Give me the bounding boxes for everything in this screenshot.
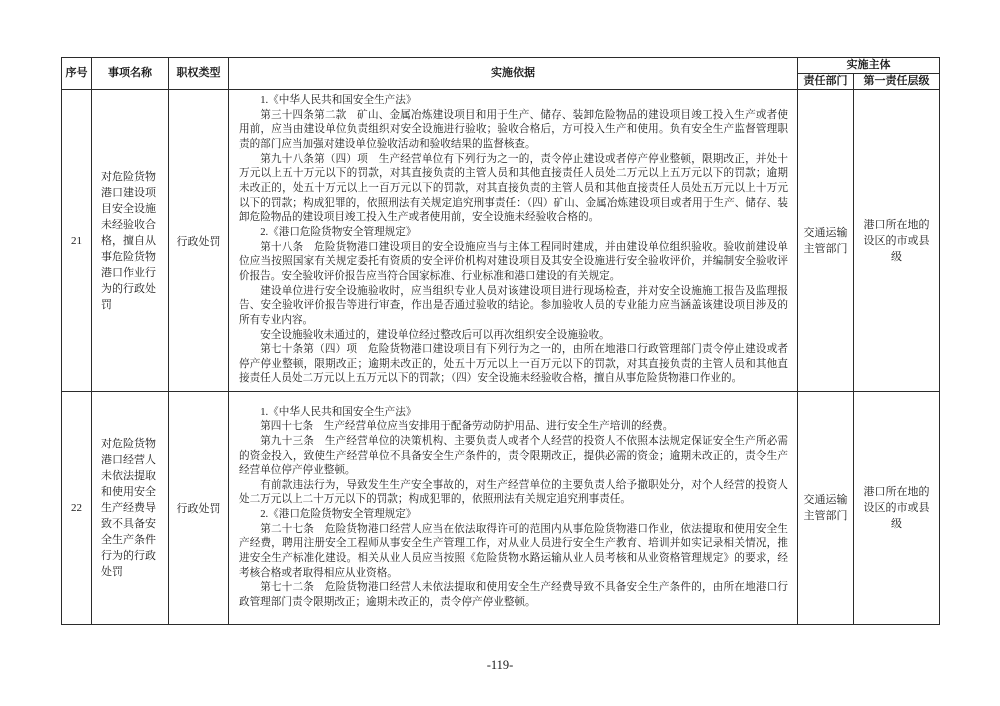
basis-paragraph: 有前款违法行为，导致发生生产安全事故的，对生产经营单位的主要负责人给予撤职处分，对个人经营的投资人处二万元以上二十万元以下的罚款；构成犯罪的，依照刑法有关规定追究刑事责任。 — [239, 479, 788, 506]
basis-paragraph: 1.《中华人民共和国安全生产法》 — [260, 95, 417, 106]
item-name-cell: 对危险货物港口经营人未依法提取和使用安全生产经费导致不具备安全生产条件行为的行政处罚 — [92, 392, 169, 625]
header-authority-type: 职权类型 — [169, 58, 229, 90]
basis-paragraph: 第四十七条 生产经营单位应当安排用于配备劳动防护用品、进行安全生产培训的经费。 — [260, 421, 674, 433]
header-basis: 实施依据 — [229, 58, 798, 90]
header-index: 序号 — [62, 58, 92, 90]
row-index-cell: 22 — [62, 392, 92, 625]
table-row — [62, 90, 940, 392]
item-name-cell: 对危险货物港口建设项目安全设施未经验收合格，擅自从事危险货物港口作业行为的行政处罚 — [92, 90, 169, 392]
basis-paragraph: 第九十三条 生产经营单位的决策机构、主要负责人或者个人经营的投资人不依照本法规定保证安全生产所必需的资金投入，致使生产经营单位不具备安全生产条件的，责令限期改正，提供必需的资金；逾期未改正的，责令生产经营单位停产停业整顿。 — [239, 435, 788, 477]
header-first-level: 第一责任层级 — [854, 74, 940, 90]
basis-paragraph: 第二十七条 危险货物港口经营人应当在依法取得许可的范围内从事危险货物港口作业，依法提取和使用安全生产经费，聘用注册安全工程师从事安全生产管理工作，对从业人员进行安全生产教育、培训并如实记录相关情况，推进安全生产标准化建设。相关从业人员应当按照《危险货物水路运输从业人员考核和从业资格管理规定》的要求，经考核合格或者取得相应从业资格。 — [239, 523, 788, 579]
first-level-cell: 港口所在地的设区的市或县级 — [854, 392, 940, 625]
basis-cell — [229, 90, 798, 392]
authority-type-cell: 行政处罚 — [169, 392, 229, 625]
basis-paragraph: 第七十条第（四）项 危险货物港口建设项目有下列行为之一的，由所在地港口行政管理部门责令停止建设或者停产停业整顿，限期改正；逾期未改正的，处五十万元以上一百万元以下的罚款，对其直接负责的主管人员和其他直接责任人员处二万元以上五万元以下的罚款；（四）安全设施未经验收合格，擅自从事危险货物港口作业的。 — [239, 344, 788, 385]
authority-type-cell: 行政处罚 — [169, 90, 229, 392]
authority-items-table — [61, 57, 940, 625]
basis-paragraph: 1.《中华人民共和国安全生产法》 — [260, 406, 417, 418]
header-department: 责任部门 — [798, 74, 854, 90]
row-index-cell: 21 — [62, 90, 92, 392]
basis-paragraph: 2.《港口危险货物安全管理规定》 — [260, 509, 417, 521]
basis-paragraph: 第三十四条第二款 矿山、金属冶炼建设项目和用于生产、储存、装卸危险物品的建设项目竣工投入生产或者使用前，应当由建设单位负责组织对安全设施进行验收；验收合格后，方可投入生产和使用。负有安全生产监督管理职责的部门应当加强对建设单位验收活动和验收结果的监督核查。 — [239, 109, 788, 150]
table-body — [62, 90, 940, 625]
basis-paragraph: 第七十二条 危险货物港口经营人未依法提取和使用安全生产经费导致不具备安全生产条件的，由所在地港口行政管理部门责令限期改正；逾期未改正的，责令停产停业整顿。 — [239, 582, 788, 609]
table-header — [62, 58, 940, 90]
department-cell: 交通运输主管部门 — [798, 392, 854, 625]
department-cell: 交通运输主管部门 — [798, 90, 854, 392]
page-number: -119- — [486, 658, 514, 672]
basis-paragraph: 第九十八条第（四）项 生产经营单位有下列行为之一的，责令停止建设或者停产停业整顿，限期改正，并处十万元以上五十万元以下的罚款，对其直接负责的主管人员和其他直接责任人员处二万元以上五万元以下的罚款；逾期未改正的，处五十万元以上一百万元以下的罚款，对其直接负责的主管人员和其他直接责任人员处五万元以上十万元以下的罚款；构成犯罪的，依照刑法有关规定追究刑事责任：（四）矿山、金属冶炼建设项目或者用于生产、储存、装卸危险物品的建设项目竣工投入生产或者使用前，安全设施未经验收合格的。 — [239, 153, 788, 224]
header-subject: 实施主体 — [798, 58, 940, 74]
basis-paragraph: 建设单位进行安全设施验收时，应当组织专业人员对该建设项目进行现场检查，并对安全设施施工报告及监理报告、安全验收评价报告等进行审查，作出是否通过验收的结论。参加验收人员的专业能力应当涵盖该建设项目涉及的所有专业内容。 — [239, 285, 788, 326]
first-level-cell: 港口所在地的设区的市或县级 — [854, 90, 940, 392]
basis-cell — [229, 392, 798, 625]
basis-paragraph: 安全设施验收未通过的，建设单位经过整改后可以再次组织安全设施验收。 — [260, 329, 610, 341]
header-item-name: 事项名称 — [92, 58, 169, 90]
basis-paragraph: 2.《港口危险货物安全管理规定》 — [260, 226, 417, 238]
basis-paragraph: 第十八条 危险货物港口建设项目的安全设施应当与主体工程同时建成，并由建设单位组织验收。验收前建设单位应当按照国家有关规定委托有资质的安全评价机构对建设项目及其安全设施进行安全验收评价，并编制安全验收评价报告。安全验收评价报告应当符合国家标准、行业标准和港口建设的有关规定。 — [239, 241, 788, 282]
table-row — [62, 392, 940, 625]
